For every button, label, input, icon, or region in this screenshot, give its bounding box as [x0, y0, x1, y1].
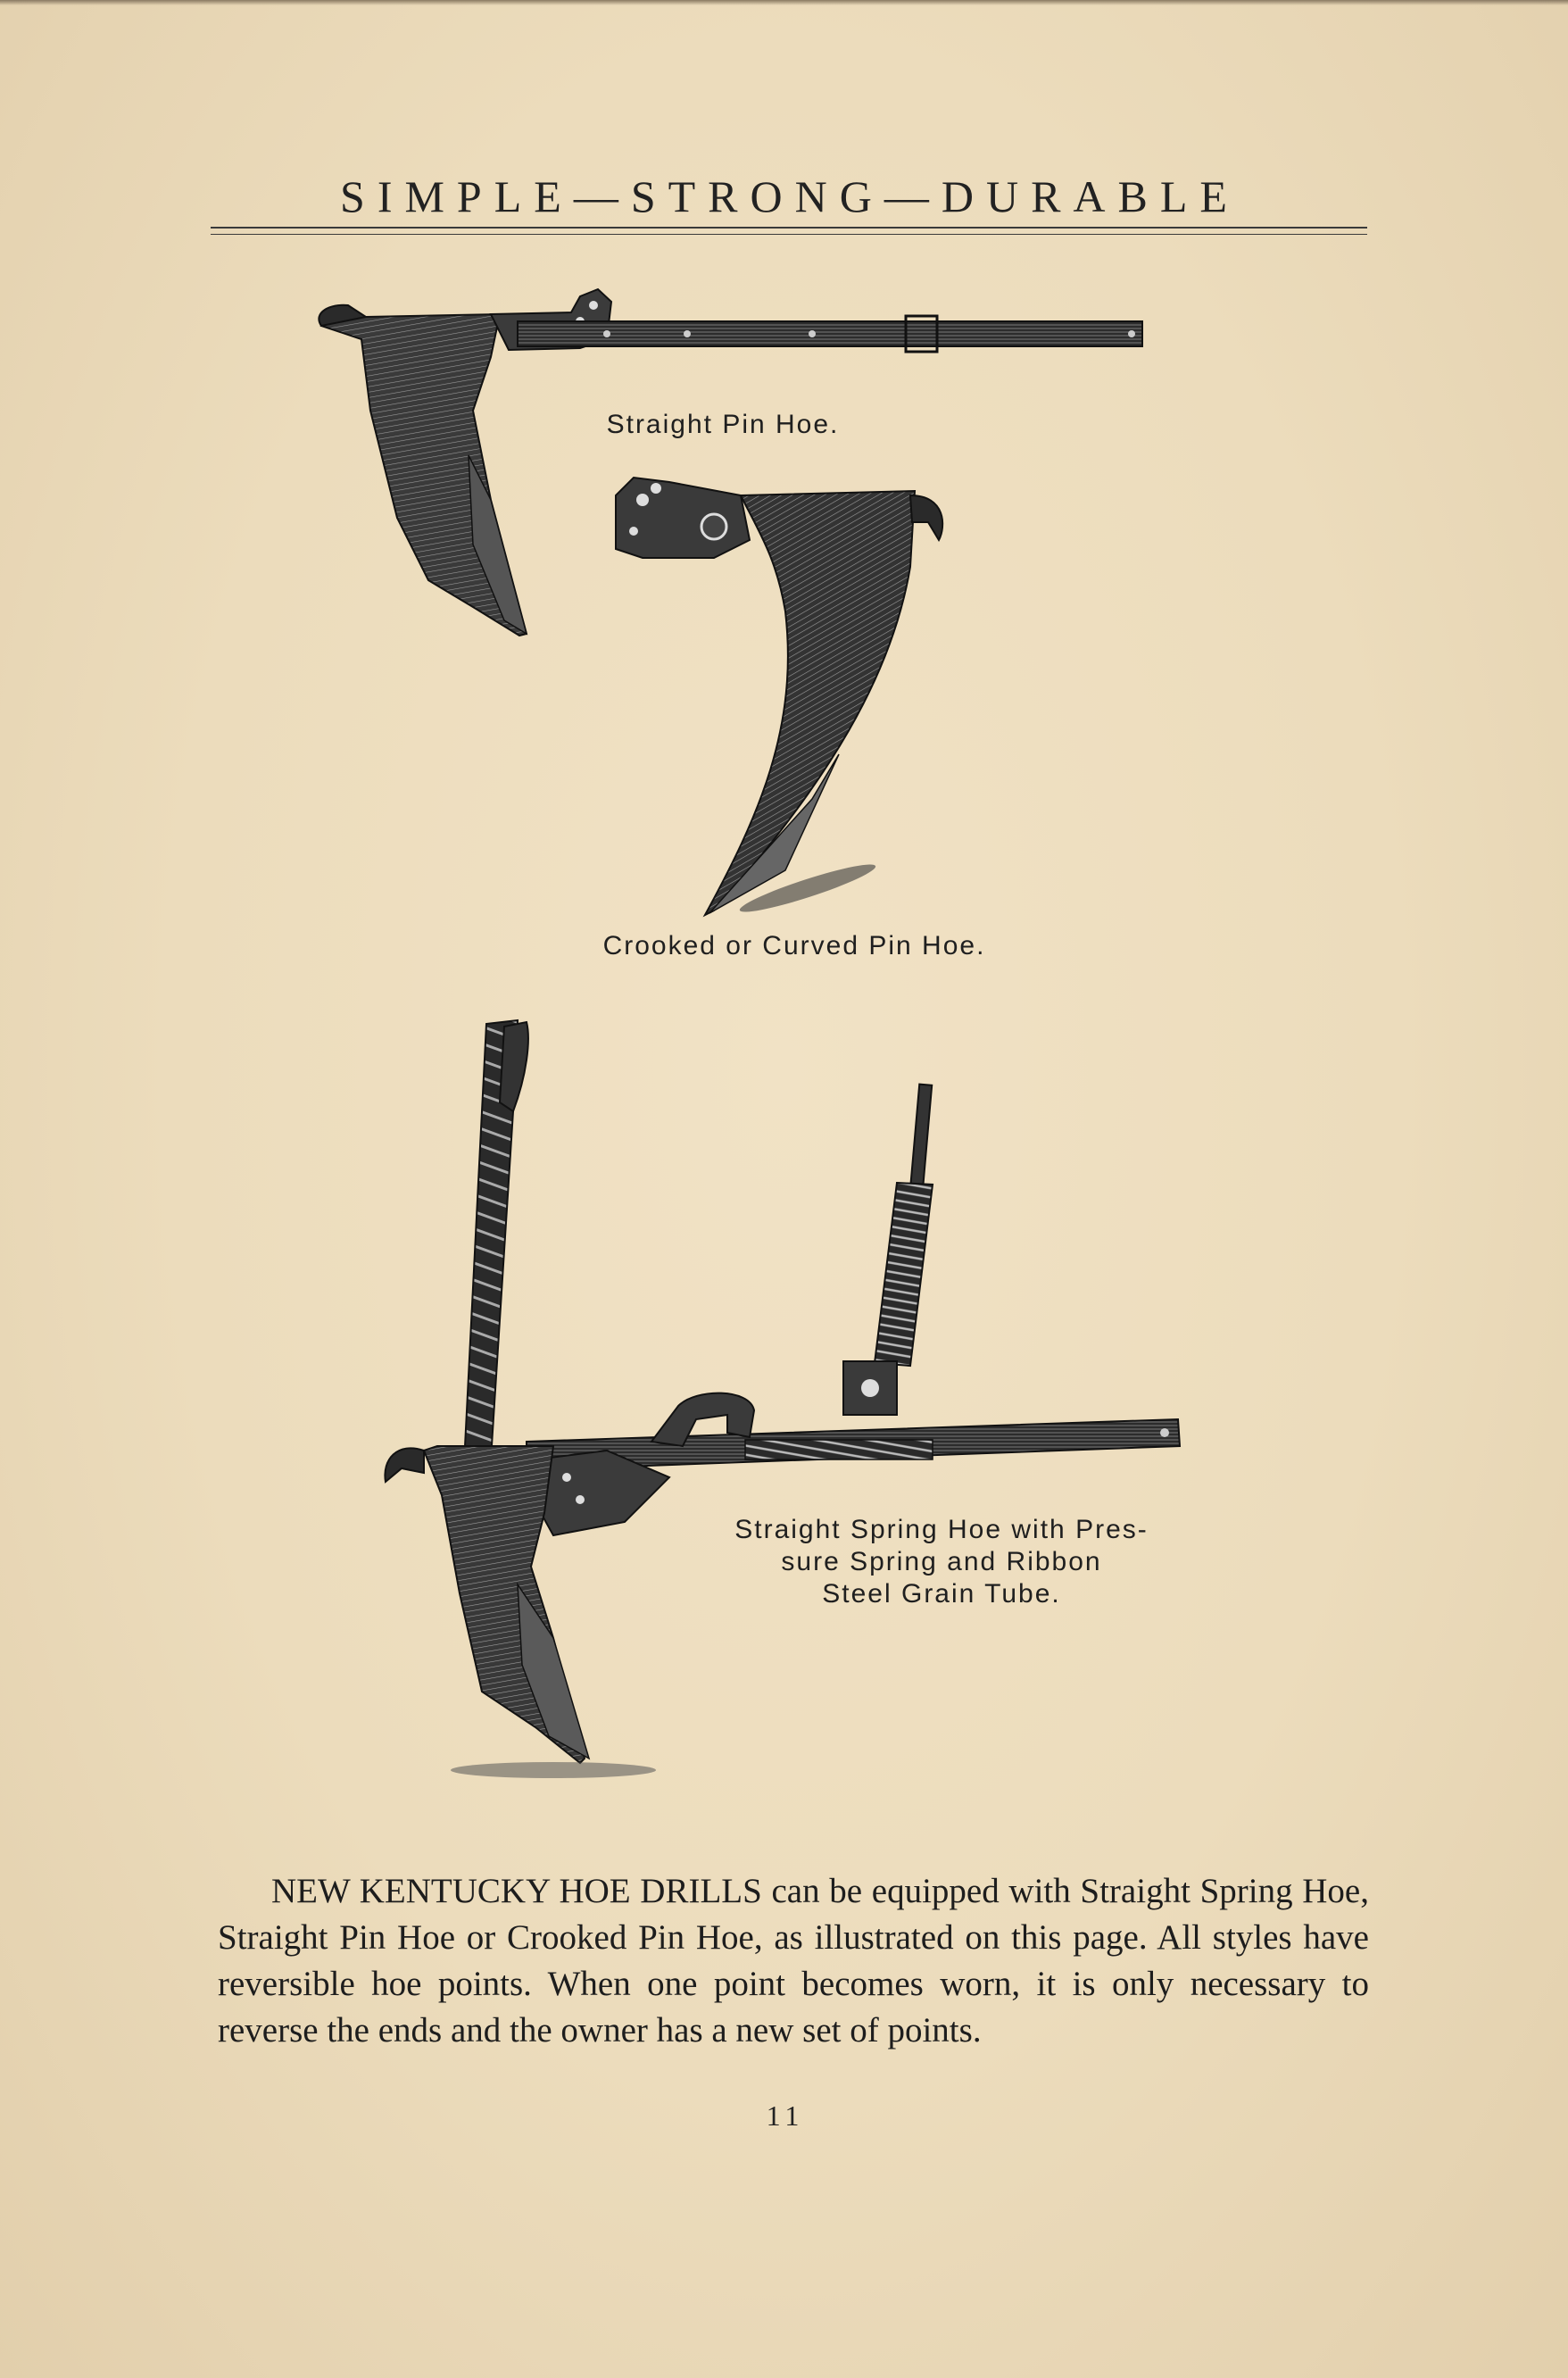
body-paragraph: NEW KENTUCKY HOE DRILLS can be equipped with Straight Spring Hoe, Straight Pin Hoe or Crooked Pin Hoe, as illustrated on this page. All styles have reversible hoe points. When one point becomes worn, it is only necessary to reverse the ends and the owner has a new set of points.: [218, 1872, 1369, 2050]
straight-pin-hoe-caption: Straight Pin Hoe.: [606, 410, 840, 439]
page-edge-shadow: [0, 0, 1568, 5]
page-header-title: SIMPLE—STRONG—DURABLE: [340, 171, 1240, 221]
spring-hoe-caption: [678, 1514, 1205, 1610]
spring-hoe-caption-line-2: sure Spring and Ribbon: [781, 1547, 1102, 1576]
spring-hoe-caption-line-3: Steel Grain Tube.: [822, 1579, 1061, 1609]
crooked-pin-hoe-caption: Crooked or Curved Pin Hoe.: [602, 931, 986, 960]
header-rule: [211, 227, 1367, 229]
crooked-pin-hoe-illustration: [607, 460, 964, 924]
header-rule-thin: [211, 234, 1367, 235]
straight-spring-hoe-illustration: [375, 1013, 1205, 1799]
spring-hoe-caption-line-1: Straight Spring Hoe with Pres-: [734, 1515, 1149, 1544]
page-number: 11: [766, 2099, 805, 2132]
